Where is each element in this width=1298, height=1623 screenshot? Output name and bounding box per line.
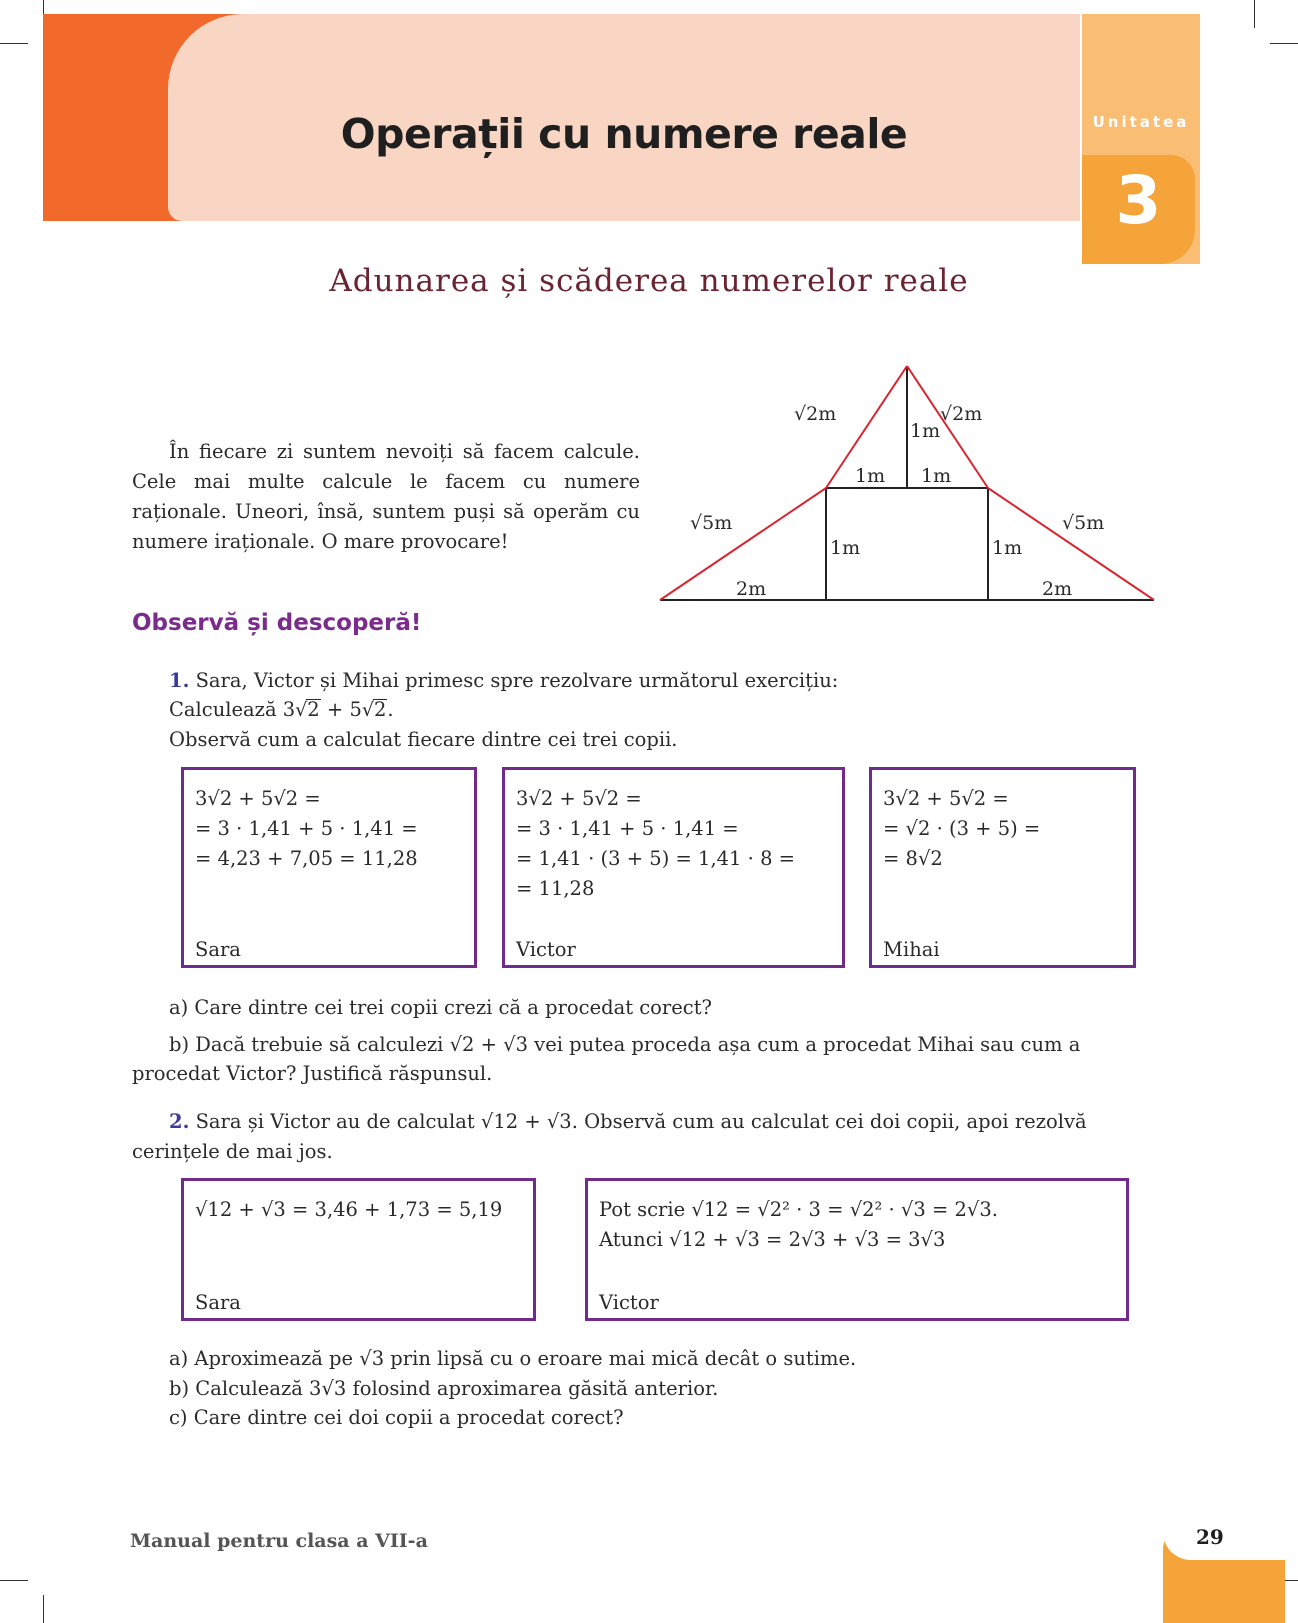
solution-lines xyxy=(599,1195,998,1255)
solution-box-sara xyxy=(181,767,477,968)
solution-line: = 8√2 xyxy=(883,847,943,870)
crop-mark xyxy=(43,1595,44,1623)
solution-line: = 11,28 xyxy=(516,877,595,900)
ex1-line2-prefix: Calculează 3 xyxy=(169,698,296,721)
solver-name: Sara xyxy=(195,938,241,961)
ex1-line2-end: . xyxy=(387,698,394,721)
solution-line: √12 + √3 = 3,46 + 1,73 = 5,19 xyxy=(195,1198,503,1221)
label-left-height: 1m xyxy=(830,537,861,559)
radical-sign: √ xyxy=(295,699,308,721)
label-sqrt2-left: √2m xyxy=(794,403,837,425)
solution-line: = 1,41 · (3 + 5) = 1,41 · 8 = xyxy=(516,847,796,870)
solution-line: 3√2 + 5√2 = xyxy=(195,787,321,810)
label-sqrt5-left: √5m xyxy=(690,512,733,534)
label-sqrt5-right: √5m xyxy=(1062,512,1105,534)
solution-lines xyxy=(516,784,795,904)
section-heading: Observă și descoperă! xyxy=(132,610,422,636)
solution-lines xyxy=(195,784,418,874)
solution-box-victor-2 xyxy=(585,1178,1129,1321)
solver-name: Victor xyxy=(516,938,576,961)
crop-mark xyxy=(1270,43,1298,44)
page-number-tab-cutout xyxy=(1163,1520,1285,1560)
ex1-line3: Observă cum a calculat fiecare dintre cei trei copii. xyxy=(169,728,678,751)
radicand: 2 xyxy=(307,698,320,721)
ex2-question-b: b) Calculează 3√3 folosind aproximarea găsită anterior. xyxy=(169,1377,719,1400)
chapter-title: Operații cu numere reale xyxy=(340,110,908,158)
label-top-right: 1m xyxy=(921,465,952,487)
solver-name: Victor xyxy=(599,1291,659,1314)
ex1-line2-mid: + 5 xyxy=(320,698,362,721)
label-center-height: 1m xyxy=(910,420,941,442)
ex2-number: 2. xyxy=(169,1110,190,1133)
solution-box-mihai xyxy=(869,767,1136,968)
radicand: 2 xyxy=(373,698,387,721)
label-sqrt2-right: √2m xyxy=(940,403,983,425)
solution-line: = 3 · 1,41 + 5 · 1,41 = xyxy=(516,817,739,840)
solution-box-sara-2 xyxy=(181,1178,536,1321)
ex1-line1 xyxy=(169,666,838,696)
solution-line: Atunci √12 + √3 = 2√3 + √3 = 3√3 xyxy=(599,1228,946,1251)
lesson-title: Adunarea și scăderea numerelor reale xyxy=(329,263,969,299)
roof-frame-lines xyxy=(660,366,1154,600)
solution-box-victor xyxy=(502,767,845,968)
solution-lines xyxy=(195,1195,502,1225)
crop-mark xyxy=(0,1580,28,1581)
solution-line: = 3 · 1,41 + 5 · 1,41 = xyxy=(195,817,418,840)
solution-line: = √2 · (3 + 5) = xyxy=(883,817,1041,840)
label-bottom-right: 2m xyxy=(1042,578,1073,600)
page-number: 29 xyxy=(1196,1525,1224,1549)
crop-mark xyxy=(1254,0,1255,28)
ex1-line2 xyxy=(169,695,394,725)
ex1-number: 1. xyxy=(169,669,190,692)
ex2-line2: cerințele de mai jos. xyxy=(132,1140,333,1163)
ex1-statement: Sara, Victor și Mihai primesc spre rezolvare următorul exercițiu: xyxy=(195,669,839,692)
roof-figure xyxy=(650,360,1170,610)
solution-lines xyxy=(883,784,1040,874)
unit-number: 3 xyxy=(1115,162,1162,239)
ex1-question-b: b) Dacă trebuie să calculezi √2 + √3 vei putea proceda așa cum a procedat Mihai sau cum a xyxy=(169,1033,1081,1056)
label-bottom-left: 2m xyxy=(736,578,767,600)
ex2-question-a: a) Aproximează pe √3 prin lipsă cu o eroare mai mică decât o sutime. xyxy=(169,1347,857,1370)
solution-line: Pot scrie √12 = √2² · 3 = √2² · √3 = 2√3. xyxy=(599,1198,998,1221)
ex2-line1 xyxy=(169,1107,1087,1137)
intro-paragraph: În fiecare zi suntem nevoiți să facem calcule. Cele mai multe calcule le facem cu numere raționale. Uneori, însă, suntem puși să operăm cu numere iraționale. O mare provocare! xyxy=(132,440,640,553)
unit-label: Unitatea xyxy=(1092,113,1190,131)
book-title-footer: Manual pentru clasa a VII-a xyxy=(130,1530,428,1552)
ex1-question-b-cont: procedat Victor? Justifică răspunsul. xyxy=(132,1062,493,1085)
solver-name: Sara xyxy=(195,1291,241,1314)
crop-mark xyxy=(0,43,28,44)
solution-line: = 4,23 + 7,05 = 11,28 xyxy=(195,847,418,870)
solution-line: 3√2 + 5√2 = xyxy=(883,787,1009,810)
ex2-question-c: c) Care dintre cei doi copii a procedat corect? xyxy=(169,1406,624,1429)
ex2-statement: Sara și Victor au de calculat √12 + √3. Observă cum au calculat cei doi copii, apoi rezolvă xyxy=(195,1110,1087,1133)
solver-name: Mihai xyxy=(883,938,940,961)
solution-line: 3√2 + 5√2 = xyxy=(516,787,642,810)
label-top-left: 1m xyxy=(855,465,886,487)
radical-sign: √ xyxy=(361,699,374,721)
label-right-height: 1m xyxy=(992,537,1023,559)
ex1-question-a: a) Care dintre cei trei copii crezi că a procedat corect? xyxy=(169,996,713,1019)
